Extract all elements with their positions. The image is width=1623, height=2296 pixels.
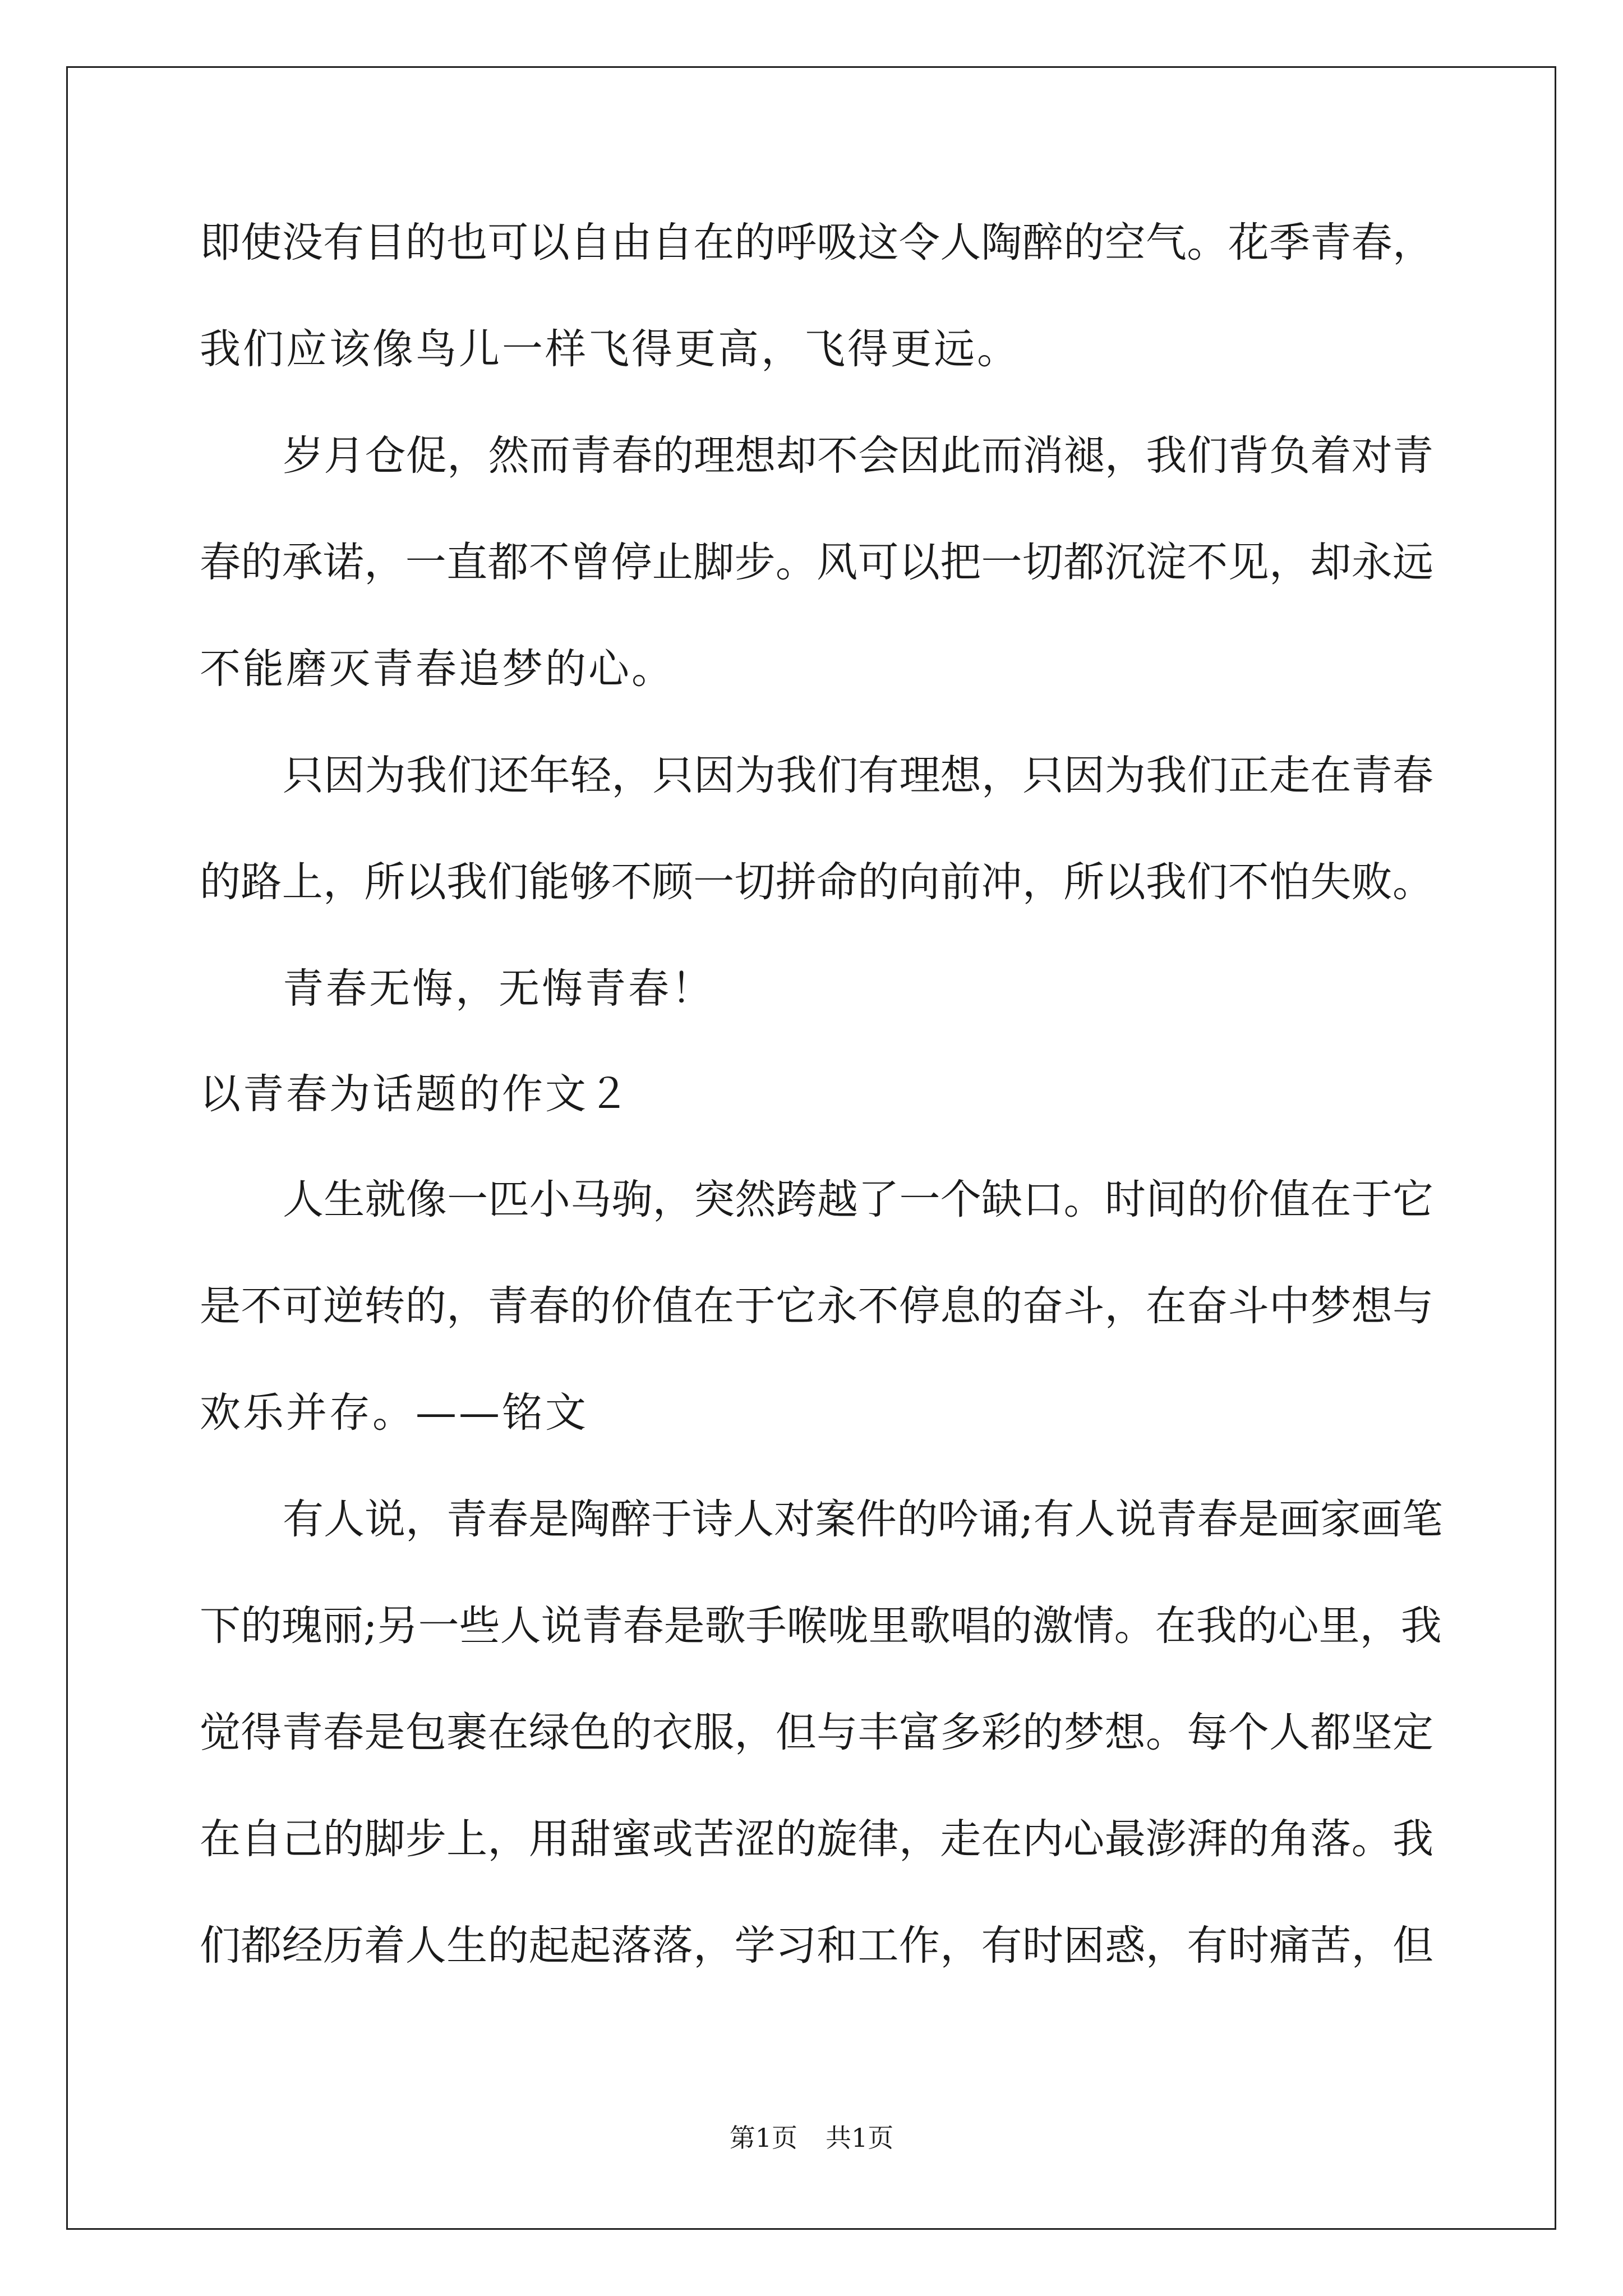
paragraph-line: 欢乐并存。——铭文 <box>200 1389 588 1437</box>
page-number: 第1页 <box>729 2123 797 2153</box>
paragraph-line: 不能磨灭青春追梦的心。 <box>200 645 675 693</box>
page-total: 共1页 <box>826 2123 894 2153</box>
paragraph-line: 即使没有目的也可以自由自在的呼吸这令人陶醉的空气。花季青春， <box>200 219 1433 266</box>
paragraph-line: 春的承诺，一直都不曾停止脚步。风可以把一切都沉淀不见，却永远 <box>200 539 1433 586</box>
paragraph-line: 我们应该像鸟儿一样飞得更高，飞得更远。 <box>200 325 1020 373</box>
page-footer <box>0 2125 1623 2151</box>
paragraph-line: 有人说，青春是陶醉于诗人对案件的吟诵;有人说青春是画家画笔 <box>283 1496 1443 1543</box>
paragraph-line: 的路上，所以我们能够不顾一切拼命的向前冲，所以我们不怕失败。 <box>200 858 1433 906</box>
paragraph-line: 岁月仓促，然而青春的理想却不会因此而消褪，我们背负着对青 <box>283 432 1433 480</box>
paragraph-line: 在自己的脚步上，用甜蜜或苦涩的旋律，走在内心最澎湃的角落。我 <box>200 1815 1433 1863</box>
paragraph-line: 人生就像一匹小马驹，突然跨越了一个缺口。时间的价值在于它 <box>283 1176 1433 1223</box>
section-heading: 以青春为话题的作文２ <box>200 1070 631 1118</box>
paragraph-line: 是不可逆转的，青春的价值在于它永不停息的奋斗，在奋斗中梦想与 <box>200 1282 1433 1330</box>
document-body <box>200 219 1443 1970</box>
paragraph-line: 只因为我们还年轻，只因为我们有理想，只因为我们正走在青春 <box>283 752 1433 799</box>
paragraph-line: 觉得青春是包裹在绿色的衣服，但与丰富多彩的梦想。每个人都坚定 <box>200 1709 1433 1756</box>
paragraph-line: 们都经历着人生的起起落落，学习和工作，有时困惑，有时痛苦，但 <box>200 1922 1433 1970</box>
paragraph-line: 青春无悔，无悔青春！ <box>283 965 714 1013</box>
paragraph-line: 下的瑰丽;另一些人说青春是歌手喉咙里歌唱的激情。在我的心里，我 <box>200 1602 1442 1650</box>
